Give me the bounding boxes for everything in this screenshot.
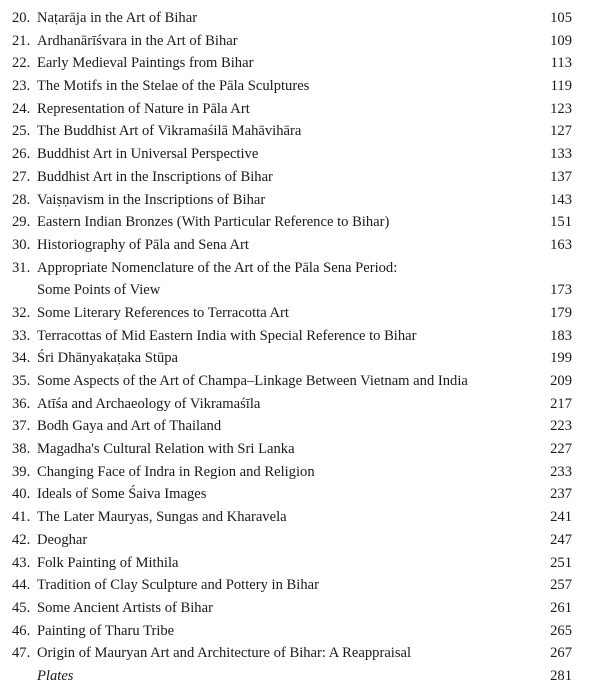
entry-page-number: 119 xyxy=(550,78,572,95)
toc-line xyxy=(0,347,600,370)
entry-title: Buddhist Art in Universal Perspective xyxy=(37,146,259,163)
entry-number: 27. xyxy=(12,168,31,185)
entry-title: Terracottas of Mid Eastern India with Special Reference to Bihar xyxy=(37,327,417,344)
toc-line xyxy=(0,438,600,461)
toc-entry xyxy=(0,98,600,121)
entry-page-number: 199 xyxy=(550,350,572,367)
toc-entry xyxy=(0,483,600,506)
entry-page-number: 233 xyxy=(550,463,572,480)
entry-number: 23. xyxy=(12,78,31,95)
toc-entry-plates xyxy=(0,665,600,688)
entry-title: Some Aspects of the Art of Champa–Linkage Between Vietnam and India xyxy=(37,373,468,389)
entry-number: 39. xyxy=(12,463,31,480)
entry-page-number: 241 xyxy=(550,509,572,526)
toc-entry xyxy=(0,506,600,529)
entry-page-number: 143 xyxy=(550,191,572,208)
entry-page-number: 237 xyxy=(550,486,572,503)
entry-title: Historiography of Pāla and Sena Art xyxy=(37,236,249,253)
plates-page-number: 281 xyxy=(550,667,572,684)
entry-page-number: 217 xyxy=(550,395,572,412)
entry-number: 44. xyxy=(12,577,31,594)
toc-line xyxy=(0,620,600,643)
toc-entry xyxy=(0,257,600,302)
entry-title: Bodh Gaya and Art of Thailand xyxy=(37,418,222,435)
entry-number: 24. xyxy=(12,100,31,117)
entry-title: Changing Face of Indra in Region and Religion xyxy=(37,463,315,480)
toc-line xyxy=(0,211,600,234)
entry-page-number: 163 xyxy=(550,236,572,253)
toc-line xyxy=(0,143,600,166)
entry-number: 28. xyxy=(12,191,31,208)
entry-page-number: 109 xyxy=(550,32,572,49)
entry-title-continued: Some Points of View xyxy=(37,282,161,299)
entry-title: Tradition of Clay Sculpture and Pottery in Bihar xyxy=(37,577,319,594)
plates-title: Plates xyxy=(37,667,74,684)
toc-line xyxy=(0,189,600,212)
entry-number: 31. xyxy=(12,259,31,276)
toc-entry xyxy=(0,393,600,416)
toc-line xyxy=(0,7,600,30)
entry-title: Folk Painting of Mithila xyxy=(37,554,179,571)
toc-entry xyxy=(0,166,600,189)
entry-number: 47. xyxy=(12,645,31,662)
entry-title: Magadha's Cultural Relation with Sri Lanka xyxy=(37,441,295,458)
toc-entry xyxy=(0,415,600,438)
toc-line xyxy=(0,370,600,393)
entry-number: 22. xyxy=(12,55,31,72)
entry-title: Some Literary References to Terracotta Art xyxy=(37,304,289,321)
toc-entry xyxy=(0,347,600,370)
entry-number: 25. xyxy=(12,123,31,140)
entry-page-number: 123 xyxy=(550,100,572,117)
toc-line xyxy=(0,483,600,506)
entry-number: 32. xyxy=(12,304,31,321)
toc-line xyxy=(0,574,600,597)
toc-line xyxy=(0,52,600,75)
entry-title: Eastern Indian Bronzes (With Particular Reference to Bihar) xyxy=(37,214,390,231)
toc-line xyxy=(0,98,600,121)
entry-title: The Buddhist Art of Vikramaśilā Mahāvihāra xyxy=(37,123,302,140)
entry-page-number: 127 xyxy=(550,123,572,140)
entry-page-number: 179 xyxy=(550,304,572,321)
entry-page-number: 247 xyxy=(550,531,572,548)
toc-entry xyxy=(0,7,600,30)
toc-line xyxy=(0,461,600,484)
entry-number: 29. xyxy=(12,214,31,231)
toc-entry xyxy=(0,597,600,620)
toc-line xyxy=(0,30,600,53)
toc-entry xyxy=(0,75,600,98)
entry-number: 45. xyxy=(12,599,31,616)
entry-page-number: 105 xyxy=(550,10,572,26)
toc-line xyxy=(0,75,600,98)
toc-line xyxy=(0,506,600,529)
entry-number: 43. xyxy=(12,554,31,571)
entry-number: 41. xyxy=(12,509,31,526)
entry-number: 21. xyxy=(12,32,31,49)
entry-number: 36. xyxy=(12,395,31,412)
entry-page-number: 223 xyxy=(550,418,572,435)
toc-line xyxy=(0,234,600,257)
entry-title: Śri Dhānyakaṭaka Stūpa xyxy=(37,350,179,367)
entry-number: 33. xyxy=(12,327,31,344)
toc-entry xyxy=(0,120,600,143)
toc-line xyxy=(0,257,600,280)
entry-title: Deoghar xyxy=(37,531,88,548)
entry-number: 30. xyxy=(12,236,31,253)
toc-line xyxy=(0,279,600,302)
toc-line xyxy=(0,120,600,143)
toc-entry xyxy=(0,642,600,665)
toc-entry xyxy=(0,211,600,234)
entry-title: The Later Mauryas, Sungas and Kharavela xyxy=(37,509,287,526)
entry-number: 20. xyxy=(12,10,31,26)
entry-page-number: 265 xyxy=(550,622,572,639)
toc-entry xyxy=(0,189,600,212)
toc-line xyxy=(0,393,600,416)
toc-entry xyxy=(0,529,600,552)
toc-entry xyxy=(0,302,600,325)
entry-title: The Motifs in the Stelae of the Pāla Sculptures xyxy=(37,78,310,95)
entry-title: Appropriate Nomenclature of the Art of the Pāla Sena Period: xyxy=(37,259,398,276)
entry-page-number: 183 xyxy=(550,327,572,344)
entry-number: 26. xyxy=(12,146,31,163)
toc-line xyxy=(0,415,600,438)
entry-title: Painting of Tharu Tribe xyxy=(37,622,175,639)
entry-page-number: 267 xyxy=(550,645,572,662)
toc-line xyxy=(0,166,600,189)
entry-title: Vaiṣṇavism in the Inscriptions of Bihar xyxy=(37,191,266,208)
entry-number: 40. xyxy=(12,486,31,503)
toc-entry xyxy=(0,30,600,53)
toc-entry xyxy=(0,52,600,75)
toc-entry xyxy=(0,234,600,257)
toc-line xyxy=(0,552,600,575)
entry-page-number: 257 xyxy=(550,577,572,594)
entry-page-number: 251 xyxy=(550,554,572,571)
entry-number: 34. xyxy=(12,350,31,367)
toc-entry xyxy=(0,438,600,461)
entry-page-number: 113 xyxy=(550,55,572,72)
entry-title: Ardhanārīśvara in the Art of Bihar xyxy=(37,32,238,49)
entry-title: Early Medieval Paintings from Bihar xyxy=(37,55,254,72)
entry-number: 46. xyxy=(12,622,31,639)
toc-entry xyxy=(0,620,600,643)
entry-page-number: 227 xyxy=(550,441,572,458)
entry-page-number: 137 xyxy=(550,168,572,185)
entry-title: Origin of Mauryan Art and Architecture of Bihar: A Reappraisal xyxy=(37,645,412,662)
entry-title: Some Ancient Artists of Bihar xyxy=(37,599,213,616)
entry-title: Representation of Nature in Pāla Art xyxy=(37,100,250,117)
toc-line xyxy=(0,665,600,688)
entry-page-number: 151 xyxy=(550,214,572,231)
toc-line xyxy=(0,642,600,665)
entry-number: 37. xyxy=(12,418,31,435)
entry-title: Ideals of Some Śaiva Images xyxy=(37,486,207,503)
toc-entry xyxy=(0,143,600,166)
toc-line xyxy=(0,597,600,620)
toc-entry xyxy=(0,574,600,597)
toc-entry xyxy=(0,325,600,348)
toc-entry xyxy=(0,461,600,484)
toc-line xyxy=(0,529,600,552)
entry-number: 38. xyxy=(12,441,31,458)
entry-title: Atīśa and Archaeology of Vikramaśīla xyxy=(37,395,261,412)
entry-number: 42. xyxy=(12,531,31,548)
toc-entry xyxy=(0,370,600,393)
entry-page-number: 209 xyxy=(550,373,572,389)
entry-number: 35. xyxy=(12,373,31,389)
entry-page-number: 173 xyxy=(550,282,572,299)
entry-page-number: 133 xyxy=(550,146,572,163)
entry-title: Buddhist Art in the Inscriptions of Bihar xyxy=(37,168,273,185)
entry-page-number: 261 xyxy=(550,599,572,616)
toc-entry xyxy=(0,552,600,575)
table-of-contents xyxy=(0,7,600,688)
entry-title: Naṭarāja in the Art of Bihar xyxy=(37,10,198,26)
toc-line xyxy=(0,325,600,348)
toc-line xyxy=(0,302,600,325)
